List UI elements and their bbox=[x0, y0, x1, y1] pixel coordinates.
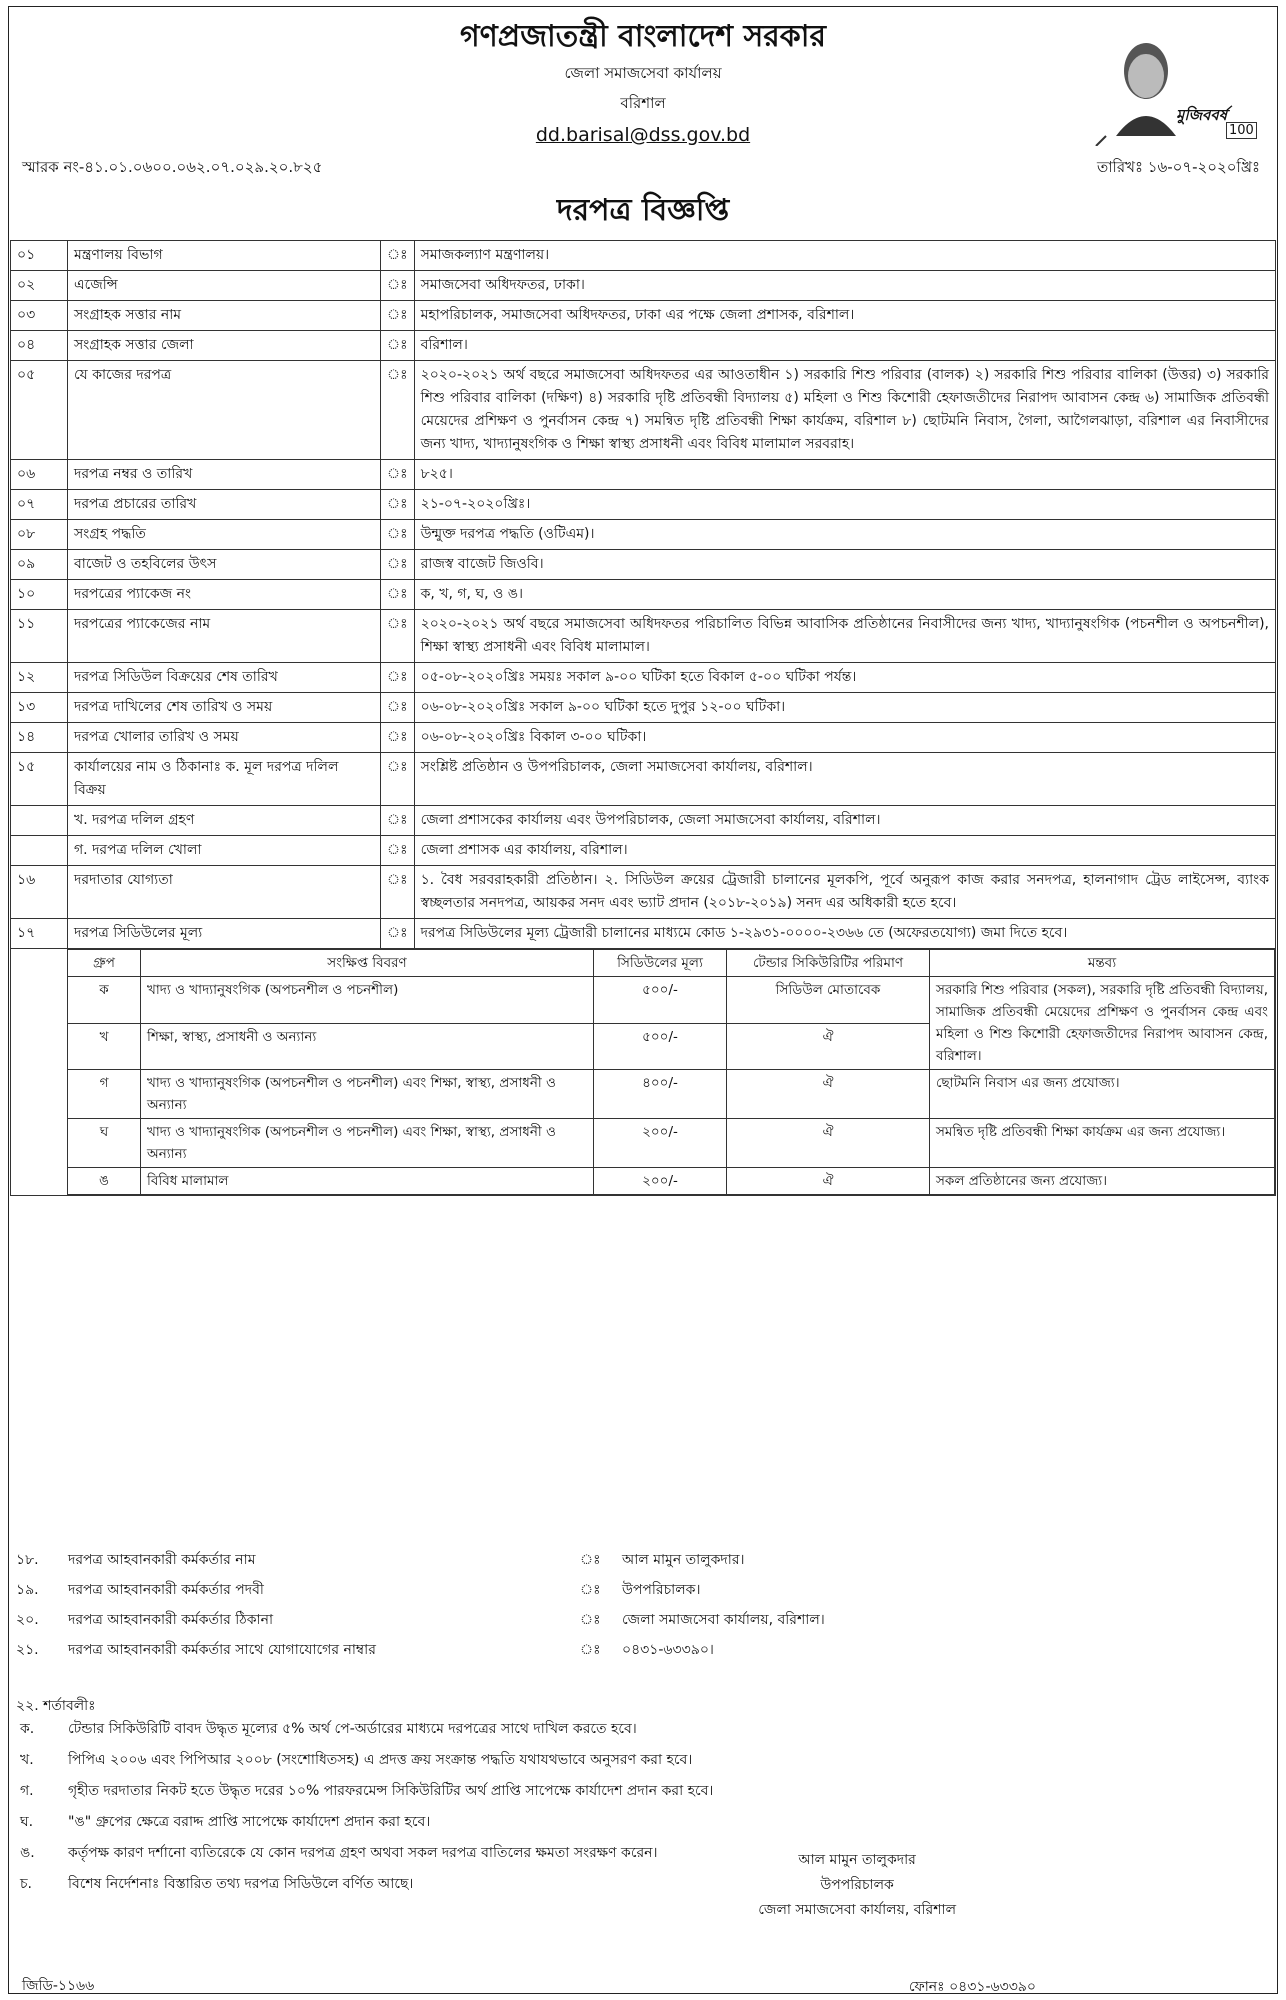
table-row bbox=[11, 520, 1276, 550]
condition-mark: ঙ. bbox=[20, 1845, 35, 1861]
row-colon: ঃ bbox=[381, 663, 415, 693]
row-colon: ঃ bbox=[381, 723, 415, 753]
conditions-title: ২২. শর্তাবলীঃ bbox=[16, 1698, 96, 1714]
condition-text: পিপিএ ২০০৬ এবং পিপিআর ২০০৮ (সংশোধিতসহ) এ প্রদত্ত ক্রয় সংক্রান্ত পদ্ধতি যথাযথভাবে অনুসরণ করা হবে। bbox=[68, 1752, 693, 1768]
officer-row-value: ০৪৩১-৬৩৩৯০। bbox=[622, 1642, 714, 1658]
row-serial bbox=[11, 836, 68, 866]
table-row bbox=[11, 836, 1276, 866]
row-serial: ০৩ bbox=[11, 301, 68, 331]
package-security-amount: ঐ bbox=[727, 1023, 930, 1070]
officer-row-serial: ১৯. bbox=[16, 1582, 39, 1598]
package-security-amount: ঐ bbox=[727, 1168, 930, 1195]
row-colon: ঃ bbox=[381, 919, 415, 949]
row-value: সমাজকল্যাণ মন্ত্রণালয়। bbox=[414, 241, 1275, 271]
row-value: ০৬-০৮-২০২০খ্রিঃ সকাল ৯-০০ ঘটিকা হতে দুপুর ১২-০০ ঘটিকা। bbox=[414, 693, 1275, 723]
row-label: এজেন্সি bbox=[68, 271, 381, 301]
row-serial bbox=[11, 806, 68, 836]
officer-row-label: দরপত্র আহবানকারী কর্মকর্তার ঠিকানা bbox=[68, 1612, 274, 1628]
row-label: দরপত্রের প্যাকেজ নং bbox=[68, 580, 381, 610]
row-label: দরদাতার যোগ্যতা bbox=[68, 866, 381, 919]
row-value: ২০২০-২০২১ অর্থ বছরে সমাজসেবা অধিদফতর পরিচালিত বিভিন্ন আবাসিক প্রতিষ্ঠানের নিবাসীদের জন্য খাদ্য, খাদ্যানুষংগিক (পচনশীল ও অপচনশীল), শিক্ষা স্বাস্থ্য প্রসাধনী এবং বিবিধ মালামাল। bbox=[414, 610, 1275, 663]
package-group: ঙ bbox=[68, 1168, 141, 1195]
row-label: দরপত্র সিডিউল বিক্রয়ের শেষ তারিখ bbox=[68, 663, 381, 693]
table-row bbox=[11, 753, 1276, 806]
row-value: ০৫-০৮-২০২০খ্রিঃ সময়ঃ সকাল ৯-০০ ঘটিকা হতে বিকাল ৫-০০ ঘটিকা পর্যন্ত। bbox=[414, 663, 1275, 693]
row-serial: ১১ bbox=[11, 610, 68, 663]
condition-text: টেন্ডার সিকিউরিটি বাবদ উদ্ধৃত মূল্যের ৫% অর্থ পে-অর্ডারের মাধ্যমে দরপত্রের সাথে দাখিল করতে হবে। bbox=[68, 1721, 637, 1737]
package-schedule-price: ৪০০/- bbox=[594, 1070, 727, 1119]
package-schedule-price: ৫০০/- bbox=[594, 977, 727, 1024]
row-label: কার্যালয়ের নাম ও ঠিকানাঃ ক. মূল দরপত্র দলিল বিক্রয় bbox=[68, 753, 381, 806]
row-value: ২০২০-২০২১ অর্থ বছরে সমাজসেবা অধিদফতর এর আওতাধীন ১) সরকারি শিশু পরিবার (বালক) ২) সরকারি শিশু পরিবার বালিকা (উত্তর) ৩) সরকারি শিশু পরিবার বালিকা (দক্ষিণ) ৪) সরকারি দৃষ্টি প্রতিবন্ধী বিদ্যালয় ৫) মহিলা ও শিশু কিশোরী হেফাজতীদের নিরাপদ আবাসন কেন্দ্র ৬) সামাজিক প্রতিবন্ধী মেয়েদের প্রশিক্ষণ ও পুনর্বাসন কেন্দ্র ৭) সমন্বিত দৃষ্টি প্রতিবন্ধী শিক্ষা কার্যক্রম, বরিশাল ৮) ছোটমনি নিবাস, গৈলা, আগৈলঝাড়া, বরিশাল এর নিবাসীদের জন্য খাদ্য, খাদ্যানুষংগিক ও শিক্ষা স্বাস্থ্য প্রসাধনী এবং বিবিধ মালামাল সরবরাহ। bbox=[414, 361, 1275, 460]
row-serial: ১২ bbox=[11, 663, 68, 693]
row-serial: ১৩ bbox=[11, 693, 68, 723]
package-table bbox=[67, 949, 1275, 1195]
package-remark: সকল প্রতিষ্ঠানের জন্য প্রযোজ্য। bbox=[930, 1168, 1275, 1195]
row-colon: ঃ bbox=[381, 866, 415, 919]
row-label: দরপত্রের প্যাকেজের নাম bbox=[68, 610, 381, 663]
package-row bbox=[68, 1168, 1275, 1195]
row-serial: ০৮ bbox=[11, 520, 68, 550]
row-value: দরপত্র সিডিউলের মূল্য ট্রেজারী চালানের মাধ্যমে কোড ১-২৯৩১-০০০০-২৩৬৬ তে (অফেরতযোগ্য) জমা দিতে হবে। bbox=[414, 919, 1275, 949]
row-value: ২১-০৭-২০২০খ্রিঃ। bbox=[414, 490, 1275, 520]
table-row bbox=[11, 693, 1276, 723]
row-value: সমাজসেবা অধিদফতর, ঢাকা। bbox=[414, 271, 1275, 301]
row-colon: ঃ bbox=[381, 301, 415, 331]
officer-row-colon: ঃ bbox=[580, 1642, 601, 1658]
package-group: গ bbox=[68, 1070, 141, 1119]
condition-item bbox=[16, 1776, 1266, 1807]
condition-mark: খ. bbox=[20, 1752, 34, 1768]
email-link[interactable]: dd.barisal@dss.gov.bd bbox=[535, 124, 751, 146]
row-serial: ০৪ bbox=[11, 331, 68, 361]
package-header-cell: সংক্ষিপ্ত বিবরণ bbox=[141, 950, 594, 977]
condition-mark: ক. bbox=[20, 1721, 35, 1737]
row-value: রাজস্ব বাজেট জিওবি। bbox=[414, 550, 1275, 580]
row-serial: ০২ bbox=[11, 271, 68, 301]
memo-number: স্মারক নং-৪১.০১.০৬০০.০৬২.০৭.০২৯.২০.৮২৫ bbox=[22, 158, 323, 176]
officer-row bbox=[10, 1545, 1276, 1575]
condition-item bbox=[16, 1869, 1266, 1900]
signatory-name: আল মামুন তালুকদার bbox=[798, 1852, 916, 1868]
row-colon: ঃ bbox=[381, 836, 415, 866]
table-row bbox=[11, 460, 1276, 490]
condition-text: গৃহীত দরদাতার নিকট হতে উদ্ধৃত দরের ১০% পারফরমেন্স সিকিউরিটির অর্থ প্রাপ্তি সাপেক্ষে কার্যাদেশ প্রদান করা হবে। bbox=[68, 1783, 714, 1799]
row-value: ক, খ, গ, ঘ, ও ঙ। bbox=[414, 580, 1275, 610]
row-colon: ঃ bbox=[381, 331, 415, 361]
package-remark: ছোটমনি নিবাস এর জন্য প্রযোজ্য। bbox=[930, 1070, 1275, 1119]
table-row bbox=[11, 550, 1276, 580]
row-value: সংশ্লিষ্ট প্রতিষ্ঠান ও উপপরিচালক, জেলা সমাজসেবা কার্যালয়, বরিশাল। bbox=[414, 753, 1275, 806]
row-serial: ১৫ bbox=[11, 753, 68, 806]
row-colon: ঃ bbox=[381, 806, 415, 836]
signatory-phone: ফোনঃ ০৪৩১-৬৩৩৯০ bbox=[908, 1979, 1036, 1995]
notice-title: দরপত্র বিজ্ঞপ্তি bbox=[556, 193, 730, 228]
row-value: জেলা প্রশাসক এর কার্যালয়, বরিশাল। bbox=[414, 836, 1275, 866]
table-row bbox=[11, 301, 1276, 331]
row-serial: ০৫ bbox=[11, 361, 68, 460]
table-row bbox=[11, 866, 1276, 919]
table-row bbox=[11, 806, 1276, 836]
officer-row-label: দরপত্র আহবানকারী কর্মকর্তার সাথে যোগাযোগের নাম্বার bbox=[68, 1642, 376, 1658]
officer-row-value: উপপরিচালক। bbox=[622, 1582, 701, 1598]
logo-text: মুজিববর্ষ bbox=[1176, 106, 1228, 124]
row-serial: ০৭ bbox=[11, 490, 68, 520]
table-row bbox=[11, 241, 1276, 271]
officer-row-value: আল মামুন তালুকদার। bbox=[622, 1552, 745, 1568]
package-description: খাদ্য ও খাদ্যানুষংগিক (অপচনশীল ও পচনশীল) এবং শিক্ষা, স্বাস্থ্য, প্রসাধনী ও অন্যান্য bbox=[141, 1119, 594, 1168]
package-header-cell: টেন্ডার সিকিউরিটির পরিমাণ bbox=[727, 950, 930, 977]
package-header-cell: গ্রুপ bbox=[68, 950, 141, 977]
condition-item bbox=[16, 1838, 1266, 1869]
package-row bbox=[68, 977, 1275, 1024]
row-label: খ. দরপত্র দলিল গ্রহণ bbox=[68, 806, 381, 836]
row-label: সংগ্রাহক সত্তার জেলা bbox=[68, 331, 381, 361]
row-label: সংগ্রাহক সত্তার নাম bbox=[68, 301, 381, 331]
signatory-designation: উপপরিচালক bbox=[820, 1877, 894, 1893]
row-colon: ঃ bbox=[381, 610, 415, 663]
row-value: ০৬-০৮-২০২০খ্রিঃ বিকাল ৩-০০ ঘটিকা। bbox=[414, 723, 1275, 753]
package-schedule-price: ৫০০/- bbox=[594, 1023, 727, 1070]
officer-row bbox=[10, 1635, 1276, 1665]
package-table-row bbox=[11, 949, 1276, 1196]
table-row bbox=[11, 580, 1276, 610]
row-colon: ঃ bbox=[381, 460, 415, 490]
row-label: দরপত্র সিডিউলের মূল্য bbox=[68, 919, 381, 949]
row-label: দরপত্র দাখিলের শেষ তারিখ ও সময় bbox=[68, 693, 381, 723]
city-name: বরিশাল bbox=[620, 94, 666, 112]
row-serial: ১৪ bbox=[11, 723, 68, 753]
package-security-amount: ঐ bbox=[727, 1119, 930, 1168]
table-row bbox=[11, 663, 1276, 693]
signature-block bbox=[758, 1848, 956, 1923]
package-security-amount: ঐ bbox=[727, 1070, 930, 1119]
officer-row-label: দরপত্র আহবানকারী কর্মকর্তার নাম bbox=[68, 1552, 256, 1568]
package-row bbox=[68, 1119, 1275, 1168]
package-security-amount: সিডিউল মোতাবেক bbox=[727, 977, 930, 1024]
package-description: খাদ্য ও খাদ্যানুষংগিক (অপচনশীল ও পচনশীল) এবং শিক্ষা, স্বাস্থ্য, প্রসাধনী ও অন্যান্য bbox=[141, 1070, 594, 1119]
row-value: মহাপরিচালক, সমাজসেবা অধিদফতর, ঢাকা এর পক্ষে জেলা প্রশাসক, বরিশাল। bbox=[414, 301, 1275, 331]
row-colon: ঃ bbox=[381, 520, 415, 550]
row-value: ৮২৫। bbox=[414, 460, 1275, 490]
row-label: দরপত্র প্রচারের তারিখ bbox=[68, 490, 381, 520]
row-value: বরিশাল। bbox=[414, 331, 1275, 361]
row-colon: ঃ bbox=[381, 490, 415, 520]
officer-row-serial: ১৮. bbox=[16, 1552, 39, 1568]
package-remark: সমন্বিত দৃষ্টি প্রতিবন্ধী শিক্ষা কার্যক্রম এর জন্য প্রযোজ্য। bbox=[930, 1119, 1275, 1168]
condition-mark: ঘ. bbox=[20, 1814, 34, 1830]
package-group: ক bbox=[68, 977, 141, 1024]
package-row bbox=[68, 1070, 1275, 1119]
row-colon: ঃ bbox=[381, 361, 415, 460]
row-label: যে কাজের দরপত্র bbox=[68, 361, 381, 460]
row-colon: ঃ bbox=[381, 271, 415, 301]
row-serial: ০৬ bbox=[11, 460, 68, 490]
row-colon: ঃ bbox=[381, 580, 415, 610]
row-colon: ঃ bbox=[381, 550, 415, 580]
table-row bbox=[11, 723, 1276, 753]
package-description: বিবিধ মালামাল bbox=[141, 1168, 594, 1195]
condition-item bbox=[16, 1714, 1266, 1745]
row-label: দরপত্র খোলার তারিখ ও সময় bbox=[68, 723, 381, 753]
mujib-borsho-logo bbox=[1076, 26, 1256, 146]
officer-row-serial: ২১. bbox=[16, 1642, 39, 1658]
row-label: গ. দরপত্র দলিল খোলা bbox=[68, 836, 381, 866]
package-group: ঘ bbox=[68, 1119, 141, 1168]
row-serial: ১৭ bbox=[11, 919, 68, 949]
package-header-cell: মন্তব্য bbox=[930, 950, 1275, 977]
package-table-cell bbox=[11, 949, 1276, 1196]
notice-date: তারিখঃ ১৬-০৭-২০২০খ্রিঃ bbox=[1096, 158, 1260, 176]
row-label: সংগ্রহ পদ্ধতি bbox=[68, 520, 381, 550]
condition-mark: গ. bbox=[20, 1783, 34, 1799]
row-value: ১. বৈধ সরবরাহকারী প্রতিষ্ঠান। ২. সিডিউল ক্রয়ের ট্রেজারী চালানের মূলকপি, পূর্বে অনুরূপ কাজ করার সনদপত্র, হালনাগাদ ট্রেড লাইসেন্স, ব্যাংক স্বচ্ছলতার সনদপত্র, আয়কর সনদ এবং ভ্যাট প্রদান (২০১৮-২০১৯) সনদ এর অধিকারী হতে হবে। bbox=[414, 866, 1275, 919]
conditions-list bbox=[16, 1714, 1266, 1900]
govt-title: গণপ্রজাতন্ত্রী বাংলাদেশ সরকার bbox=[460, 19, 826, 54]
officer-row-label: দরপত্র আহবানকারী কর্মকর্তার পদবী bbox=[68, 1582, 264, 1598]
row-colon: ঃ bbox=[381, 753, 415, 806]
table-row bbox=[11, 490, 1276, 520]
row-colon: ঃ bbox=[381, 241, 415, 271]
signatory-office: জেলা সমাজসেবা কার্যালয়, বরিশাল bbox=[758, 1902, 956, 1918]
officer-row-colon: ঃ bbox=[580, 1582, 601, 1598]
package-group: খ bbox=[68, 1023, 141, 1070]
package-schedule-price: ২০০/- bbox=[594, 1168, 727, 1195]
package-schedule-price: ২০০/- bbox=[594, 1119, 727, 1168]
row-value: উন্মুক্ত দরপত্র পদ্ধতি (ওটিএম)। bbox=[414, 520, 1275, 550]
condition-text: বিশেষ নির্দেশনাঃ বিস্তারিত তথ্য দরপত্র সিডিউলে বর্ণিত আছে। bbox=[68, 1876, 414, 1892]
row-serial: ০৯ bbox=[11, 550, 68, 580]
officer-row bbox=[10, 1605, 1276, 1635]
package-remark: সরকারি শিশু পরিবার (সকল), সরকারি দৃষ্টি প্রতিবন্ধী বিদ্যালয়, সামাজিক প্রতিবন্ধী মেয়েদের প্রশিক্ষণ ও পুনর্বাসন কেন্দ্র এবং মহিলা ও শিশু কিশোরী হেফাজতীদের নিরাপদ আবাসন কেন্দ্র, বরিশাল। bbox=[930, 977, 1275, 1070]
condition-mark: চ. bbox=[20, 1876, 33, 1892]
condition-text: কর্তৃপক্ষ কারণ দর্শানো ব্যতিরেকে যে কোন দরপত্র গ্রহণ অথবা সকল দরপত্র বাতিলের ক্ষমতা সংরক্ষণ করেন। bbox=[68, 1845, 658, 1861]
row-serial: ১৬ bbox=[11, 866, 68, 919]
row-label: দরপত্র নম্বর ও তারিখ bbox=[68, 460, 381, 490]
officer-row bbox=[10, 1575, 1276, 1605]
table-row bbox=[11, 331, 1276, 361]
table-row bbox=[11, 919, 1276, 949]
officer-row-serial: ২০. bbox=[16, 1612, 39, 1628]
tender-details-table bbox=[10, 240, 1276, 1196]
officer-row-value: জেলা সমাজসেবা কার্যালয়, বরিশাল। bbox=[622, 1612, 825, 1628]
officer-row-colon: ঃ bbox=[580, 1612, 601, 1628]
row-colon: ঃ bbox=[381, 693, 415, 723]
officer-row-colon: ঃ bbox=[580, 1552, 601, 1568]
logo-number: 100 bbox=[1226, 122, 1257, 139]
row-label: বাজেট ও তহবিলের উৎস bbox=[68, 550, 381, 580]
condition-text: "ঙ" গ্রুপের ক্ষেত্রে বরাদ্দ প্রাপ্তি সাপেক্ষে কার্যাদেশ প্রদান করা হবে। bbox=[68, 1814, 431, 1830]
package-header-row bbox=[68, 950, 1275, 977]
row-serial: ০১ bbox=[11, 241, 68, 271]
condition-item bbox=[16, 1807, 1266, 1838]
table-row bbox=[11, 361, 1276, 460]
condition-item bbox=[16, 1745, 1266, 1776]
office-name: জেলা সমাজসেবা কার্যালয় bbox=[564, 64, 722, 82]
row-label: মন্ত্রণালয় বিভাগ bbox=[68, 241, 381, 271]
officer-info-table bbox=[10, 1545, 1276, 1665]
package-header-cell: সিডিউলের মূল্য bbox=[594, 950, 727, 977]
row-serial: ১০ bbox=[11, 580, 68, 610]
table-row bbox=[11, 610, 1276, 663]
gd-code: জিডি-১১৬৬ bbox=[22, 1978, 95, 1994]
row-value: জেলা প্রশাসকের কার্যালয় এবং উপপরিচালক, জেলা সমাজসেবা কার্যালয়, বরিশাল। bbox=[414, 806, 1275, 836]
table-row bbox=[11, 271, 1276, 301]
package-description: শিক্ষা, স্বাস্থ্য, প্রসাধনী ও অন্যান্য bbox=[141, 1023, 594, 1070]
package-description: খাদ্য ও খাদ্যানুষংগিক (অপচনশীল ও পচনশীল) bbox=[141, 977, 594, 1024]
